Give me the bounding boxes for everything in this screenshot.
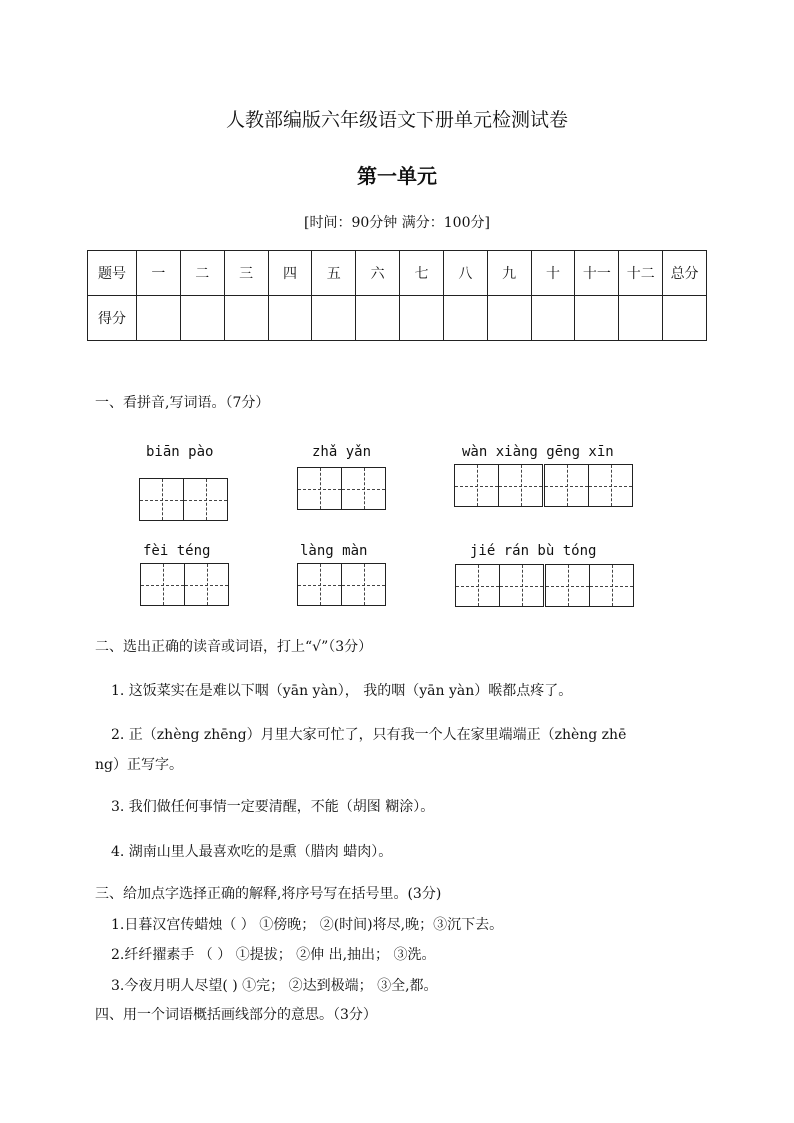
- score-input-cell[interactable]: [137, 296, 181, 341]
- table-cell: 十一: [575, 251, 619, 296]
- writing-grid[interactable]: [140, 563, 229, 606]
- table-cell: 八: [443, 251, 487, 296]
- score-table-row-score: [88, 296, 707, 341]
- score-input-cell[interactable]: [575, 296, 619, 341]
- grid-cell[interactable]: [498, 464, 543, 507]
- grid-cell[interactable]: [544, 464, 589, 507]
- section2-heading: 二、选出正确的读音或词语，打上“√”（3分）: [95, 639, 373, 655]
- pinyin-label: làng màn: [300, 543, 368, 559]
- table-cell: 得分: [88, 296, 137, 341]
- grid-cell[interactable]: [184, 563, 229, 606]
- grid-cell[interactable]: [589, 564, 634, 607]
- question-text: 1.日暮汉宫传蜡烛（ ） ①傍晚； ②(时间)将尽,晚；③沉下去。: [111, 917, 504, 933]
- question-text: 1. 这饭菜实在是难以下咽（yān yàn）， 我的咽（yān yàn）喉都点疼了。: [111, 683, 573, 699]
- table-cell: 三: [224, 251, 268, 296]
- question-text: 4. 湖南山里人最喜欢吃的是熏（腊肉 蜡肉）。: [111, 844, 393, 860]
- grid-cell[interactable]: [341, 563, 386, 606]
- writing-grid[interactable]: [455, 564, 634, 607]
- section3-heading: 三、给加点字选择正确的解释,将序号写在括号里。(3分): [95, 886, 442, 902]
- table-cell: 题号: [88, 251, 137, 296]
- score-input-cell[interactable]: [531, 296, 575, 341]
- score-table-row-header: [88, 251, 707, 296]
- table-cell: 五: [312, 251, 356, 296]
- pinyin-label: fèi téng: [143, 543, 211, 559]
- grid-cell[interactable]: [183, 478, 228, 521]
- score-input-cell[interactable]: [400, 296, 444, 341]
- pinyin-label: jié rán bù tóng: [470, 543, 597, 559]
- question-text: 3.今夜月明人尽望( ) ①完； ②达到极端； ③全,都。: [111, 978, 438, 994]
- score-input-cell[interactable]: [224, 296, 268, 341]
- section1-heading: 一、看拼音,写词语。（7分）: [95, 395, 270, 411]
- writing-grid[interactable]: [454, 464, 633, 507]
- grid-cell[interactable]: [139, 478, 184, 521]
- page-title: 人教部编版六年级语文下册单元检测试卷: [225, 109, 568, 131]
- table-cell: 六: [356, 251, 400, 296]
- unit-title: 第一单元: [357, 164, 437, 188]
- grid-cell[interactable]: [588, 464, 633, 507]
- pinyin-label: zhǎ yǎn: [312, 444, 372, 460]
- grid-cell[interactable]: [297, 467, 342, 510]
- table-cell: 九: [487, 251, 531, 296]
- question-text: 2.纤纤擢素手 （ ） ①提拔； ②伸 出,抽出； ③洗。: [111, 947, 436, 963]
- writing-grid[interactable]: [297, 467, 386, 510]
- grid-cell[interactable]: [455, 564, 500, 607]
- table-cell: 十二: [619, 251, 663, 296]
- score-table: [87, 250, 707, 341]
- table-cell: 总分: [663, 251, 707, 296]
- grid-cell[interactable]: [341, 467, 386, 510]
- table-cell: 一: [137, 251, 181, 296]
- table-cell: 七: [400, 251, 444, 296]
- score-input-cell[interactable]: [268, 296, 312, 341]
- score-input-cell[interactable]: [180, 296, 224, 341]
- pinyin-label: biān pào: [146, 444, 214, 460]
- score-input-cell[interactable]: [443, 296, 487, 341]
- grid-cell[interactable]: [140, 563, 185, 606]
- writing-grid[interactable]: [297, 563, 386, 606]
- table-cell: 十: [531, 251, 575, 296]
- time-info: [时间：90分钟 满分：100分]: [304, 215, 490, 231]
- question-text: 2. 正（zhèng zhēng）月里大家可忙了，只有我一个人在家里端端正（zhèng zhē: [111, 727, 627, 743]
- score-input-cell[interactable]: [356, 296, 400, 341]
- grid-cell[interactable]: [454, 464, 499, 507]
- table-cell: 四: [268, 251, 312, 296]
- score-input-cell[interactable]: [663, 296, 707, 341]
- question-text: 3. 我们做任何事情一定要清醒，不能（胡图 糊涂）。: [111, 799, 435, 815]
- score-input-cell[interactable]: [312, 296, 356, 341]
- grid-cell[interactable]: [297, 563, 342, 606]
- grid-cell[interactable]: [545, 564, 590, 607]
- question-text: ng）正写字。: [95, 757, 183, 773]
- writing-grid[interactable]: [139, 478, 228, 521]
- table-cell: 二: [180, 251, 224, 296]
- pinyin-label: wàn xiàng gēng xīn: [462, 444, 614, 460]
- score-input-cell[interactable]: [487, 296, 531, 341]
- section4-heading: 四、用一个词语概括画线部分的意思。（3分）: [95, 1007, 377, 1023]
- grid-cell[interactable]: [499, 564, 544, 607]
- score-input-cell[interactable]: [619, 296, 663, 341]
